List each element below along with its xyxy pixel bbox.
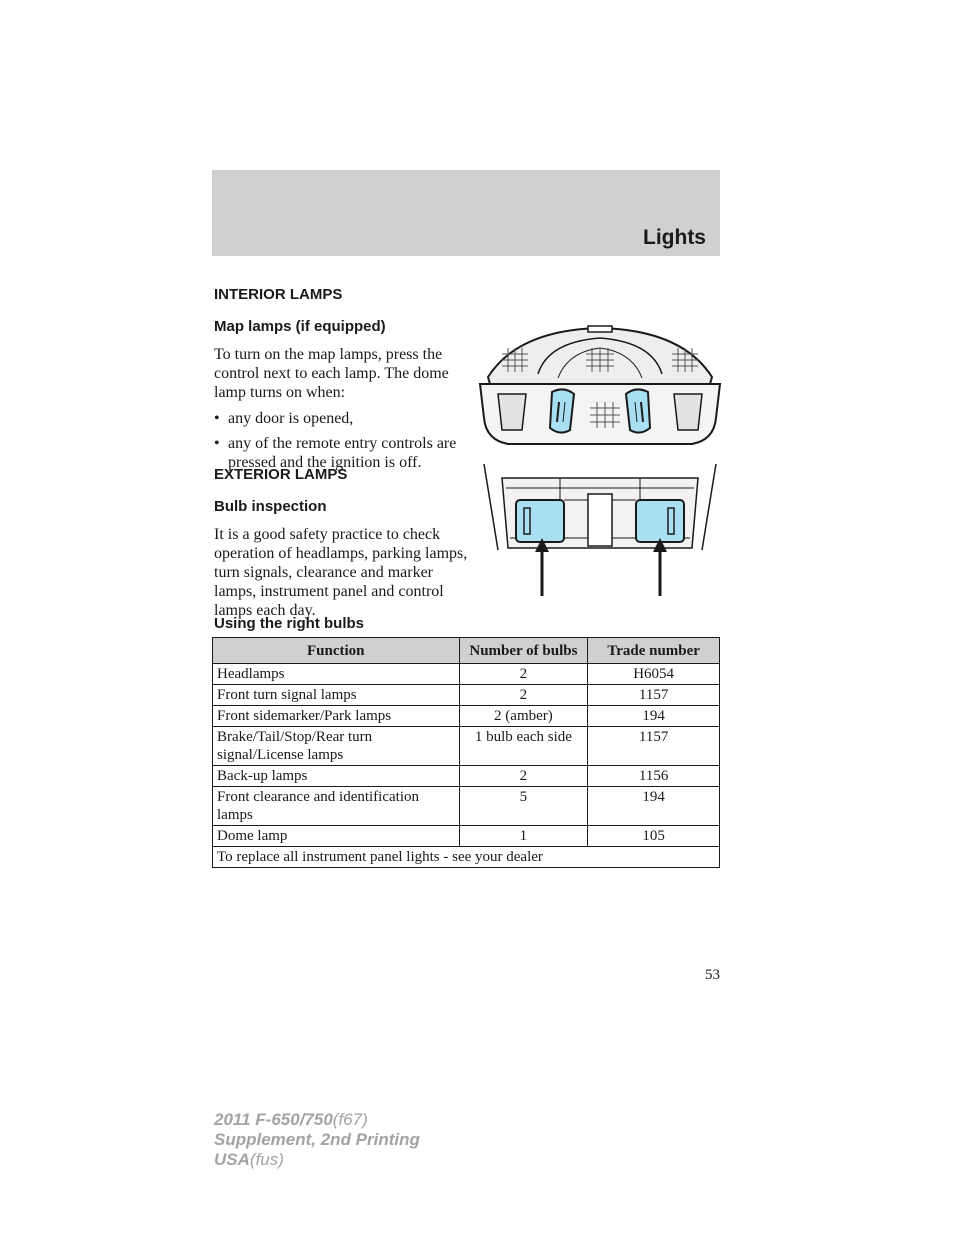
list-item: • any door is opened, [214, 410, 354, 427]
trade-number-cell: 194 [588, 706, 720, 727]
exterior-lamps-illustration [478, 460, 722, 600]
trade-number-cell: 1156 [588, 766, 720, 787]
bullet-icon: • [214, 410, 220, 427]
table-footnote: To replace all instrument panel lights - see your dealer [213, 847, 720, 868]
bulb-inspection-heading: Bulb inspection [214, 498, 327, 515]
count-cell: 1 bulb each side [459, 727, 588, 766]
trade-number-cell: 1157 [588, 727, 720, 766]
map-lamps-intro: To turn on the map lamps, press the control next to each lamp. The dome lamp turns on when: [214, 346, 449, 401]
interior-lamps-heading: INTERIOR LAMPS [214, 286, 343, 303]
footer-line-2: Supplement, 2nd Printing [214, 1130, 420, 1149]
function-cell: Back-up lamps [213, 766, 460, 787]
table-row [213, 727, 720, 766]
document-footer [214, 1110, 420, 1170]
trade-number-cell: 194 [588, 787, 720, 826]
column-header: Number of bulbs [459, 638, 588, 664]
count-cell: 2 [459, 766, 588, 787]
map-lamp-switch-icon [626, 389, 650, 432]
section-header-bar [212, 170, 720, 256]
function-cell: Front turn signal lamps [213, 685, 460, 706]
table-row [213, 787, 720, 826]
count-cell: 5 [459, 787, 588, 826]
table-row [213, 685, 720, 706]
table-header-row [213, 638, 720, 664]
headlamp-right-icon [636, 500, 684, 542]
page-number: 53 [705, 967, 720, 983]
map-lamp-switch-icon [550, 389, 574, 432]
trade-number-cell: 1157 [588, 685, 720, 706]
table-row [213, 766, 720, 787]
count-cell: 2 [459, 685, 588, 706]
map-lamps-illustration [478, 322, 722, 450]
function-cell: Front clearance and identification lamps [213, 787, 460, 826]
column-header: Function [213, 638, 460, 664]
right-bulbs-heading: Using the right bulbs [214, 615, 364, 632]
map-lamps-heading: Map lamps (if equipped) [214, 318, 386, 335]
count-cell: 2 [459, 664, 588, 685]
function-cell: Front sidemarker/Park lamps [213, 706, 460, 727]
headlamp-left-icon [516, 500, 564, 542]
function-cell: Brake/Tail/Stop/Rear turn signal/License lamps [213, 727, 460, 766]
table-row [213, 706, 720, 727]
trade-number-cell: H6054 [588, 664, 720, 685]
count-cell: 1 [459, 826, 588, 847]
trade-number-cell: 105 [588, 826, 720, 847]
bulb-inspection-text: It is a good safety practice to check operation of headlamps, parking lamps, turn signals, clearance and marker lamps, instrument panel and control lamps each day. [214, 526, 468, 619]
table-row [213, 664, 720, 685]
section-title: Lights [643, 226, 706, 249]
footer-line-1: 2011 F-650/750(f67) [214, 1110, 368, 1129]
bullet-icon: • [214, 435, 220, 452]
column-header: Trade number [588, 638, 720, 664]
table-row [213, 826, 720, 847]
count-cell: 2 (amber) [459, 706, 588, 727]
table-row [213, 847, 720, 868]
exterior-lamps-heading: EXTERIOR LAMPS [214, 466, 348, 483]
function-cell: Dome lamp [213, 826, 460, 847]
list-item: • any of the remote entry controls are pressed and the ignition is off. [214, 435, 457, 471]
function-cell: Headlamps [213, 664, 460, 685]
bulb-table [212, 637, 720, 868]
footer-line-3: USA(fus) [214, 1150, 284, 1169]
